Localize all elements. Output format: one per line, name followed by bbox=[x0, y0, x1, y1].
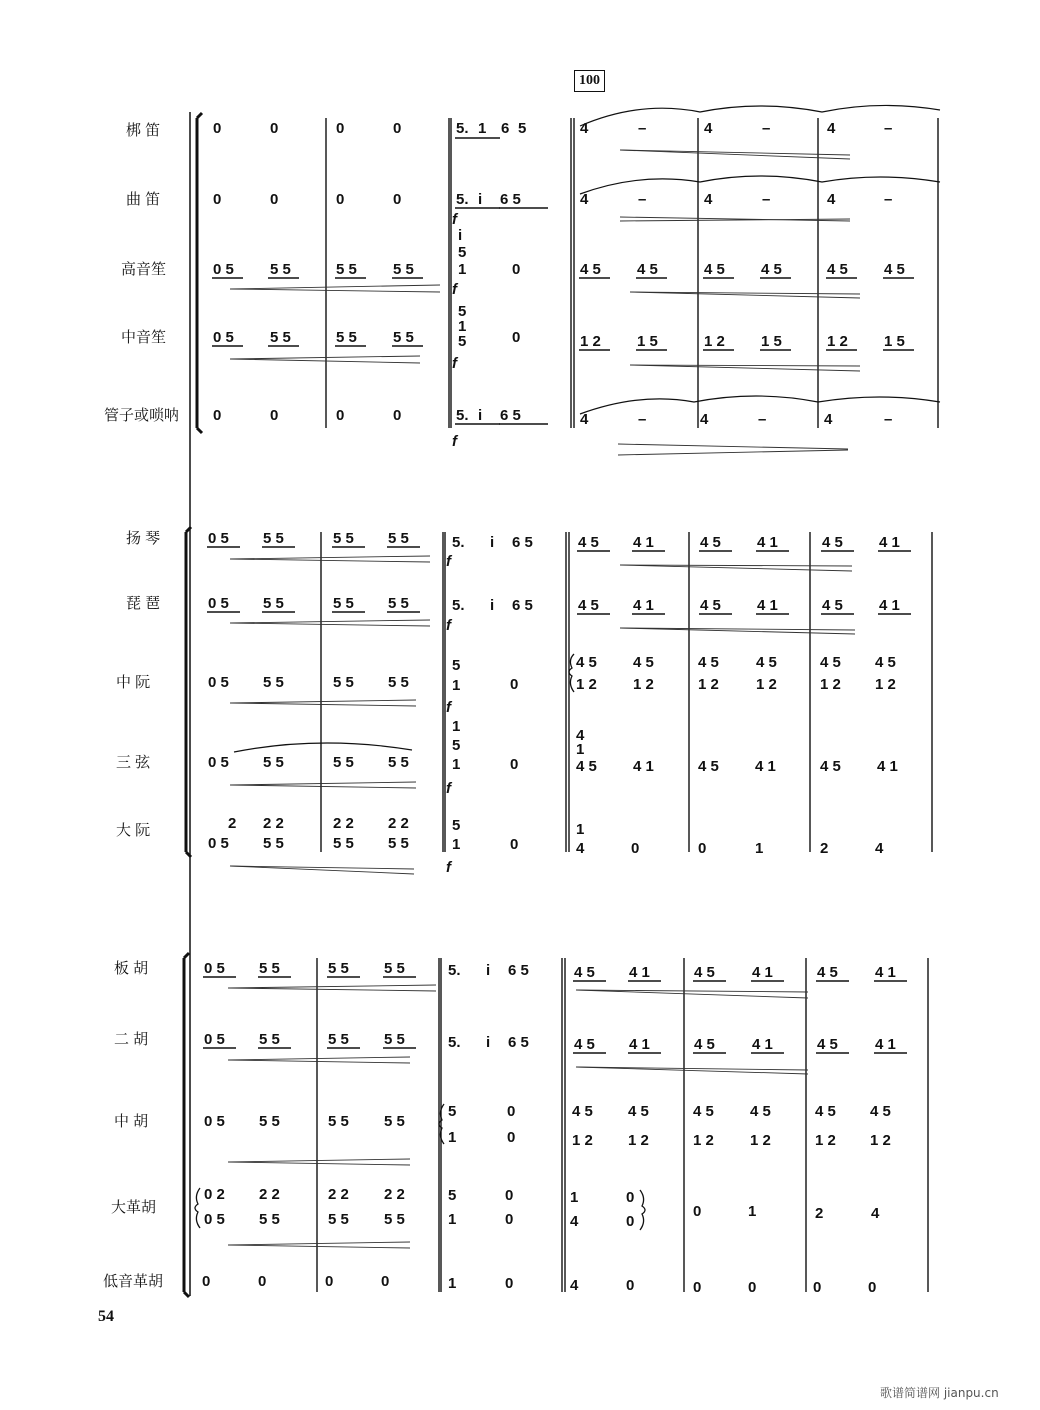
note: 0 bbox=[202, 1273, 211, 1290]
note: 6 bbox=[501, 120, 510, 137]
row-zhongyinsheng bbox=[213, 303, 905, 350]
note: 4 5 bbox=[572, 1103, 593, 1120]
note: 4 bbox=[576, 840, 585, 857]
note: 1 2 bbox=[628, 1132, 649, 1149]
note: 1 2 bbox=[576, 676, 597, 693]
dash: – bbox=[884, 191, 893, 208]
note: 4 5 bbox=[884, 261, 905, 278]
note: 4 5 bbox=[694, 964, 715, 981]
note: 4 5 bbox=[827, 261, 848, 278]
note: 1 bbox=[748, 1203, 757, 1220]
note: 4 1 bbox=[877, 758, 898, 775]
note: 0 5 bbox=[208, 595, 229, 612]
note: 0 bbox=[270, 120, 279, 137]
note: 5. bbox=[452, 597, 465, 614]
note: 1 2 bbox=[820, 676, 841, 693]
note: 1 2 bbox=[698, 676, 719, 693]
note: 5 5 bbox=[333, 530, 354, 547]
note: 4 5 bbox=[578, 534, 599, 551]
rehearsal-mark: 100 bbox=[574, 70, 605, 92]
note: 4 5 bbox=[820, 758, 841, 775]
note: 1 bbox=[755, 840, 764, 857]
note: 1 bbox=[478, 120, 487, 137]
note: 5 5 bbox=[388, 530, 409, 547]
note: 5 bbox=[452, 737, 461, 754]
watermark: 歌谱简谱网 jianpu.cn bbox=[880, 1386, 999, 1400]
note: 4 1 bbox=[879, 597, 900, 614]
dynamic-f: f bbox=[452, 433, 457, 450]
dynamic-f: f bbox=[446, 699, 451, 716]
note: 0 bbox=[510, 756, 519, 773]
note: 0 5 bbox=[208, 835, 229, 852]
note: 5 bbox=[448, 1103, 457, 1120]
note: 4 bbox=[570, 1277, 579, 1294]
note: 0 5 bbox=[204, 1031, 225, 1048]
row-erhu bbox=[204, 1031, 896, 1053]
row-zhonghu bbox=[204, 1103, 891, 1149]
note: 5 5 bbox=[263, 530, 284, 547]
note: 5 5 bbox=[263, 754, 284, 771]
note: 4 5 bbox=[578, 597, 599, 614]
note: 5 5 bbox=[328, 1031, 349, 1048]
note: i bbox=[490, 534, 495, 551]
note: 4 5 bbox=[698, 758, 719, 775]
note: 0 bbox=[626, 1277, 635, 1294]
row-daruan bbox=[208, 815, 884, 857]
note: 4 bbox=[580, 191, 589, 208]
note: 4 1 bbox=[752, 964, 773, 981]
note: 4 bbox=[824, 411, 833, 428]
note: 1 bbox=[570, 1189, 579, 1206]
label-zhonghu: 中 胡 bbox=[114, 1113, 149, 1130]
note: 4 5 bbox=[700, 597, 721, 614]
row-dagehu bbox=[204, 1186, 880, 1230]
dash: – bbox=[762, 120, 771, 137]
note: 4 1 bbox=[757, 534, 778, 551]
note: 4 5 bbox=[875, 654, 896, 671]
note: 5 bbox=[458, 303, 467, 320]
note: 4 5 bbox=[820, 654, 841, 671]
note: 0 bbox=[213, 191, 222, 208]
note: 4 5 bbox=[761, 261, 782, 278]
note: 4 bbox=[704, 120, 713, 137]
note: 5 5 bbox=[393, 261, 414, 278]
note: 4 5 bbox=[870, 1103, 891, 1120]
note: 4 5 bbox=[693, 1103, 714, 1120]
label-pipa: 琵 琶 bbox=[126, 595, 161, 612]
row-gaoyinsheng bbox=[213, 227, 905, 278]
note: 1 5 bbox=[761, 333, 782, 350]
note: 0 5 bbox=[208, 674, 229, 691]
note: 5 5 bbox=[263, 595, 284, 612]
note: 1 5 bbox=[884, 333, 905, 350]
note: 0 bbox=[505, 1275, 514, 1292]
note: 5 bbox=[452, 657, 461, 674]
note: 4 bbox=[580, 411, 589, 428]
note: i bbox=[490, 597, 495, 614]
note: 0 bbox=[270, 191, 279, 208]
note: 0 5 bbox=[204, 1113, 225, 1130]
note: 0 5 bbox=[208, 754, 229, 771]
note: 0 bbox=[393, 120, 402, 137]
note: 5 5 bbox=[333, 754, 354, 771]
label-zhongruan: 中 阮 bbox=[116, 674, 151, 691]
note: 4 5 bbox=[817, 964, 838, 981]
note: 4 bbox=[570, 1213, 579, 1230]
note: 5 5 bbox=[333, 835, 354, 852]
note: 0 5 bbox=[208, 530, 229, 547]
note: 0 bbox=[336, 191, 345, 208]
note: 4 1 bbox=[755, 758, 776, 775]
note: 4 bbox=[871, 1205, 880, 1222]
note: 5 5 bbox=[263, 835, 284, 852]
note: 5 5 bbox=[388, 835, 409, 852]
note: 5 bbox=[448, 1187, 457, 1204]
dash: – bbox=[884, 411, 893, 428]
note: 0 5 bbox=[213, 261, 234, 278]
note: 5 bbox=[458, 244, 467, 261]
note: 4 5 bbox=[822, 597, 843, 614]
note: 2 bbox=[228, 815, 237, 832]
note: 1 bbox=[576, 741, 585, 758]
label-diyingehu: 低音革胡 bbox=[103, 1273, 164, 1290]
note: i bbox=[478, 191, 483, 208]
note: 0 bbox=[626, 1189, 635, 1206]
note: 5 5 bbox=[328, 1211, 349, 1228]
note: 5. bbox=[456, 120, 469, 137]
note: 2 2 bbox=[333, 815, 354, 832]
note: 6 5 bbox=[508, 962, 529, 979]
note: 5 5 bbox=[384, 1031, 405, 1048]
note: 4 bbox=[875, 840, 884, 857]
note: 2 2 bbox=[384, 1186, 405, 1203]
note: 0 bbox=[631, 840, 640, 857]
note: 1 2 bbox=[693, 1132, 714, 1149]
note: 5 5 bbox=[336, 329, 357, 346]
note: 0 bbox=[512, 329, 521, 346]
note: 5. bbox=[456, 191, 469, 208]
brackets bbox=[184, 112, 202, 1297]
note: 5 5 bbox=[384, 1113, 405, 1130]
note: 0 5 bbox=[213, 329, 234, 346]
note: 4 5 bbox=[750, 1103, 771, 1120]
note: 1 5 bbox=[637, 333, 658, 350]
note: 5 5 bbox=[333, 674, 354, 691]
row-guanzi bbox=[213, 407, 892, 428]
label-banhu: 板 胡 bbox=[114, 960, 149, 977]
note: 5 bbox=[518, 120, 527, 137]
note: 5 5 bbox=[259, 960, 280, 977]
note: 5 5 bbox=[384, 1211, 405, 1228]
note: 5 5 bbox=[388, 674, 409, 691]
note: 0 bbox=[381, 1273, 390, 1290]
note: 5 5 bbox=[270, 329, 291, 346]
note: 6 5 bbox=[500, 191, 521, 208]
dash: – bbox=[884, 120, 893, 137]
hairpins bbox=[228, 150, 860, 1248]
note: 0 bbox=[512, 261, 521, 278]
note: 4 5 bbox=[817, 1036, 838, 1053]
row-sanxian bbox=[208, 718, 898, 775]
note: 4 bbox=[580, 120, 589, 137]
label-bangdi: 梆 笛 bbox=[126, 122, 161, 139]
label-sanxian: 三 弦 bbox=[116, 754, 151, 771]
note: 0 bbox=[325, 1273, 334, 1290]
note: i bbox=[478, 407, 483, 424]
note: 0 5 bbox=[204, 1211, 225, 1228]
note: 1 2 bbox=[633, 676, 654, 693]
note: 1 2 bbox=[704, 333, 725, 350]
note: 2 2 bbox=[259, 1186, 280, 1203]
label-gaoyinsheng: 高音笙 bbox=[121, 261, 167, 278]
note: 0 bbox=[626, 1213, 635, 1230]
note: 4 bbox=[827, 191, 836, 208]
note: 5 5 bbox=[263, 674, 284, 691]
note: 5 5 bbox=[259, 1113, 280, 1130]
note: 4 1 bbox=[752, 1036, 773, 1053]
beams bbox=[203, 138, 914, 1053]
note: 6 5 bbox=[512, 597, 533, 614]
note: 0 bbox=[510, 836, 519, 853]
note: 2 bbox=[820, 840, 829, 857]
note: 0 bbox=[693, 1279, 702, 1296]
page-number: 54 bbox=[98, 1308, 114, 1325]
label-zhongyinsheng: 中音笙 bbox=[121, 329, 167, 346]
dynamic-f: f bbox=[452, 281, 457, 298]
label-erhu: 二 胡 bbox=[114, 1031, 149, 1048]
note: 1 bbox=[458, 261, 467, 278]
note: 5 5 bbox=[393, 329, 414, 346]
note: 0 bbox=[213, 120, 222, 137]
note: 4 5 bbox=[694, 1036, 715, 1053]
instrument-labels bbox=[103, 121, 179, 1290]
note: 4 bbox=[827, 120, 836, 137]
note: 0 bbox=[748, 1279, 757, 1296]
note: 1 bbox=[452, 756, 461, 773]
note: i bbox=[486, 1034, 491, 1051]
note: 0 bbox=[258, 1273, 267, 1290]
note: 0 bbox=[213, 407, 222, 424]
note: 1 bbox=[452, 718, 461, 735]
note: 4 1 bbox=[875, 1036, 896, 1053]
note: 0 bbox=[393, 407, 402, 424]
note: 4 bbox=[704, 191, 713, 208]
note: i bbox=[458, 227, 463, 244]
note: 2 2 bbox=[388, 815, 409, 832]
dynamic-f: f bbox=[446, 859, 451, 876]
dynamic-f: f bbox=[452, 211, 457, 228]
note: 4 bbox=[700, 411, 709, 428]
row-pipa bbox=[208, 595, 900, 614]
note: 1 2 bbox=[827, 333, 848, 350]
note: 1 2 bbox=[870, 1132, 891, 1149]
note: 5 5 bbox=[270, 261, 291, 278]
note: 1 2 bbox=[572, 1132, 593, 1149]
note: 4 5 bbox=[574, 964, 595, 981]
dash: – bbox=[638, 120, 647, 137]
dash: – bbox=[762, 191, 771, 208]
note: 4 1 bbox=[633, 758, 654, 775]
note: 2 2 bbox=[328, 1186, 349, 1203]
label-daruan: 大 阮 bbox=[116, 822, 151, 839]
dynamic-f: f bbox=[446, 780, 451, 797]
note: 4 1 bbox=[633, 534, 654, 551]
note: 4 5 bbox=[704, 261, 725, 278]
note: 5 bbox=[458, 333, 467, 350]
note: 4 1 bbox=[757, 597, 778, 614]
note: 5 5 bbox=[336, 261, 357, 278]
note: 1 bbox=[452, 836, 461, 853]
note: 4 1 bbox=[633, 597, 654, 614]
dash: – bbox=[758, 411, 767, 428]
note: 5 5 bbox=[259, 1031, 280, 1048]
note: 0 bbox=[693, 1203, 702, 1220]
note: 0 bbox=[510, 676, 519, 693]
note: 4 5 bbox=[700, 534, 721, 551]
note: 4 5 bbox=[756, 654, 777, 671]
note: 1 2 bbox=[580, 333, 601, 350]
note: 1 2 bbox=[875, 676, 896, 693]
note: 5 5 bbox=[384, 960, 405, 977]
note: 1 2 bbox=[750, 1132, 771, 1149]
label-dagehu: 大革胡 bbox=[111, 1199, 157, 1216]
note: 4 1 bbox=[875, 964, 896, 981]
note: 4 5 bbox=[576, 654, 597, 671]
note: 5 5 bbox=[259, 1211, 280, 1228]
row-qudi bbox=[213, 191, 892, 208]
note: 1 bbox=[448, 1211, 457, 1228]
dash: – bbox=[638, 411, 647, 428]
note: 0 bbox=[270, 407, 279, 424]
note: 6 5 bbox=[512, 534, 533, 551]
note: 5. bbox=[456, 407, 469, 424]
note: 5. bbox=[452, 534, 465, 551]
note: 1 2 bbox=[756, 676, 777, 693]
note: 0 2 bbox=[204, 1186, 225, 1203]
note: 4 5 bbox=[637, 261, 658, 278]
row-banhu bbox=[204, 960, 896, 981]
note: 0 bbox=[505, 1211, 514, 1228]
note: 2 2 bbox=[263, 815, 284, 832]
note: 5 5 bbox=[388, 595, 409, 612]
note: 4 5 bbox=[574, 1036, 595, 1053]
note: 0 bbox=[336, 120, 345, 137]
note: 0 bbox=[393, 191, 402, 208]
note: 4 5 bbox=[580, 261, 601, 278]
note: 1 bbox=[452, 677, 461, 694]
note: 1 bbox=[576, 821, 585, 838]
note: 0 5 bbox=[204, 960, 225, 977]
row-bangdi bbox=[213, 120, 892, 137]
note: i bbox=[486, 962, 491, 979]
note: 0 bbox=[698, 840, 707, 857]
row-diyingehu bbox=[202, 1273, 876, 1296]
note: 4 5 bbox=[815, 1103, 836, 1120]
note: 4 5 bbox=[633, 654, 654, 671]
note: 4 1 bbox=[629, 964, 650, 981]
note: 0 bbox=[336, 407, 345, 424]
label-guanzi: 管子或唢呐 bbox=[104, 407, 180, 424]
row-yangqin bbox=[208, 530, 900, 551]
row-zhongruan bbox=[208, 654, 896, 694]
note: 0 bbox=[813, 1279, 822, 1296]
note: 0 bbox=[507, 1103, 516, 1120]
dynamic-f: f bbox=[446, 617, 451, 634]
note: 0 bbox=[505, 1187, 514, 1204]
note: 5 5 bbox=[333, 595, 354, 612]
note: 6 5 bbox=[500, 407, 521, 424]
dash: – bbox=[638, 191, 647, 208]
note: 1 bbox=[448, 1129, 457, 1146]
note: 4 5 bbox=[698, 654, 719, 671]
note: 5 5 bbox=[328, 960, 349, 977]
note: 0 bbox=[868, 1279, 877, 1296]
note: 5. bbox=[448, 962, 461, 979]
note: 4 5 bbox=[576, 758, 597, 775]
note: 1 bbox=[458, 318, 467, 335]
note: 4 1 bbox=[629, 1036, 650, 1053]
label-qudi: 曲 笛 bbox=[126, 191, 161, 208]
note: 1 bbox=[448, 1275, 457, 1292]
dynamic-f: f bbox=[446, 553, 451, 570]
note: 4 1 bbox=[879, 534, 900, 551]
note: 5. bbox=[448, 1034, 461, 1051]
dynamic-f: f bbox=[452, 355, 457, 372]
note: 4 bbox=[576, 727, 585, 744]
note: 1 2 bbox=[815, 1132, 836, 1149]
note: 4 5 bbox=[628, 1103, 649, 1120]
note: 0 bbox=[507, 1129, 516, 1146]
note: 5 5 bbox=[388, 754, 409, 771]
note: 2 bbox=[815, 1205, 824, 1222]
note: 4 5 bbox=[822, 534, 843, 551]
note: 5 5 bbox=[328, 1113, 349, 1130]
note: 6 5 bbox=[508, 1034, 529, 1051]
note: 5 bbox=[452, 817, 461, 834]
label-yangqin: 扬 琴 bbox=[126, 530, 161, 547]
